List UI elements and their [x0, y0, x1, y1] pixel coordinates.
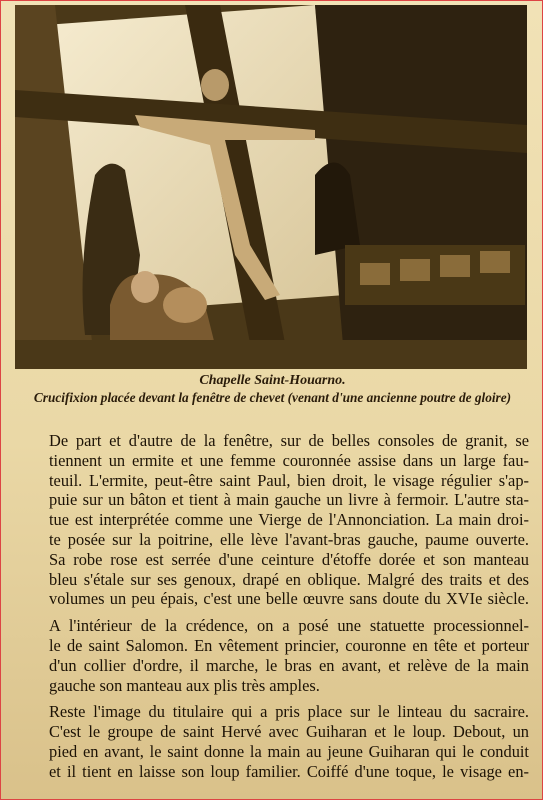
text-line: De part et d'autre de la fenêtre, sur de belles consoles de granit, se: [49, 431, 529, 450]
text-line: volumes un peu épais, c'est une belle œuvre sans doute du XVIe siècle.: [49, 589, 529, 609]
crucifixion-photo: [15, 5, 527, 369]
text-line: puie sur un bâton et tient à main gauche un livre à fermoir. L'autre sta-: [49, 490, 529, 510]
text-line: pied en avant, le saint donne la main au jeune Guiharan qui le conduit: [49, 741, 529, 761]
text-line: et il tient en laisse son loup familier. Coiffé d'une toque, le visage en-: [49, 761, 529, 781]
paragraph-2: [17, 616, 529, 695]
text-line: Sa robe rose est serrée d'une ceinture d'étoffe dorée et son manteau: [49, 549, 529, 569]
photo-caption-title: Chapelle Saint-Houarno.: [199, 373, 346, 388]
text-line: te posée sur la poitrine, elle lève l'avant-bras gauche, paume ouverte.: [49, 529, 529, 549]
text-line: gauche son manteau aux plis très amples.: [49, 675, 320, 695]
paragraph-1: [17, 431, 529, 609]
text-line: d'un collier d'ordre, il marche, le bras en avant, et relève de la main: [49, 655, 529, 675]
photo-caption-subtitle: Crucifixion placée devant la fenêtre de chevet (venant d'une ancienne poutre de gloire): [33, 390, 512, 405]
text-line: tiennent un ermite et une femme couronnée assise dans un large fau-: [49, 450, 529, 470]
text-line: C'est le groupe de saint Hervé avec Guiharan et le loup. Debout, un: [49, 722, 529, 742]
text-line: tue est interprétée comme une Vierge de l'Annonciation. La main droi-: [49, 510, 529, 530]
text-line: bleu s'étale sur ses genoux, drapé en oblique. Malgré des traits et des: [49, 569, 529, 589]
text-line: le de saint Salomon. En vêtement princier, couronne en tête et porteur: [49, 635, 529, 655]
text-line: teuil. L'ermite, peut-être saint Paul, bien droit, le visage régulier s'ap-: [49, 470, 529, 490]
text-line: Reste l'image du titulaire qui a pris place sur le linteau du sacraire.: [49, 702, 529, 722]
paragraph-3: [17, 702, 529, 781]
text-line: A l'intérieur de la crédence, on a posé une statuette processionnel-: [49, 616, 529, 636]
body-text: [17, 431, 529, 789]
crucifixion-image: [15, 5, 527, 369]
